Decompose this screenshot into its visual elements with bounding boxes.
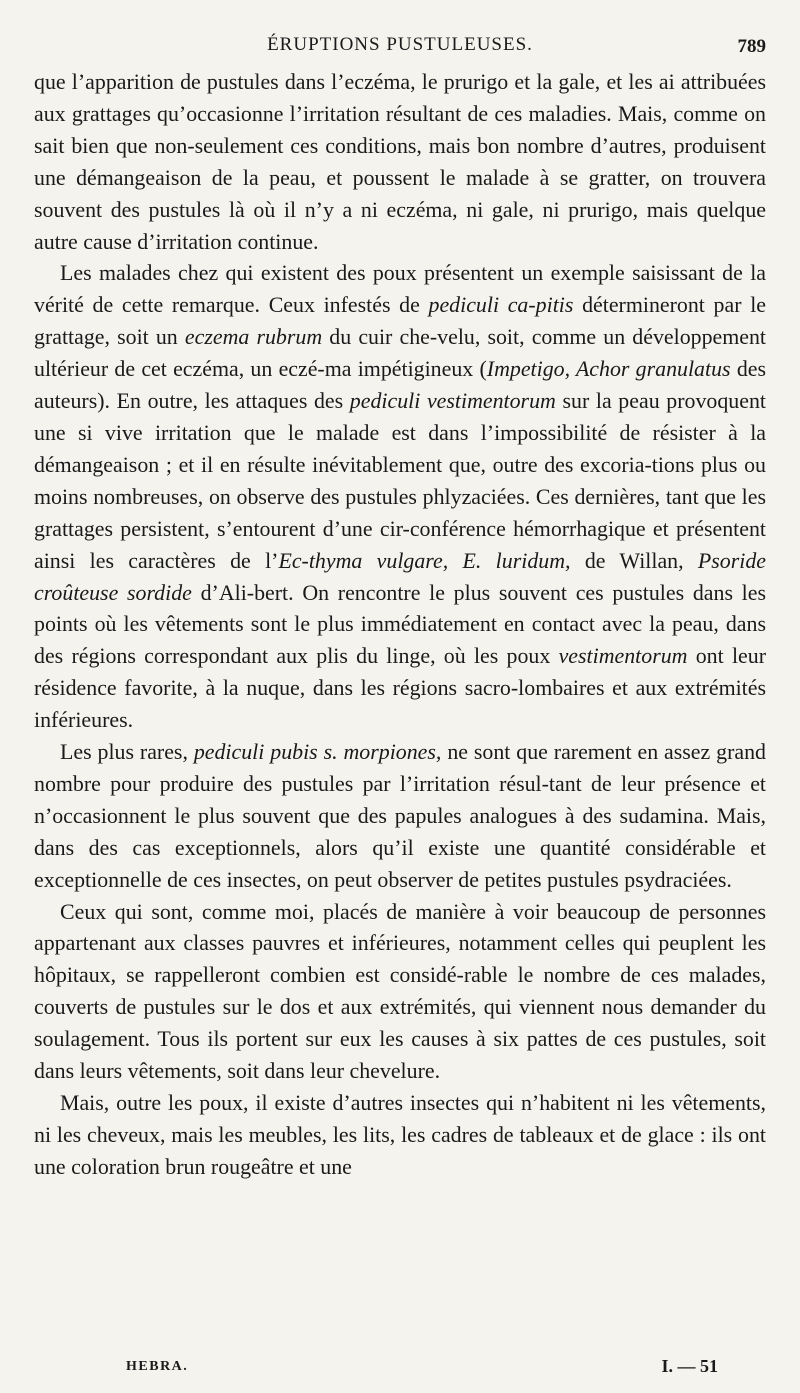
text-run: de Willan, — [570, 547, 698, 573]
italic-term: pediculi pubis s. morpiones, — [193, 739, 442, 765]
running-head — [34, 30, 766, 60]
italic-term: vestimentorum — [558, 643, 688, 669]
text-run: des auteurs). En outre, les attaques des — [34, 356, 766, 414]
page-number: 789 — [737, 36, 766, 57]
text-run: sur la peau provoquent une si vive irritation que le malade est dans l’impossibilité de résister à la démangeaison ; et il en résulte inévitablement que, outre des excoria-tions plus ou moins nombreuses, on observe des pustules phlyzaciées. Ces dernières, tant que les grattages persistent, s’entourent d’une cir-conférence hémorrhagique et présentent ainsi les caractères de l’ — [34, 388, 766, 573]
paragraph — [34, 257, 766, 736]
italic-term: Impetigo, Achor granulatus — [486, 356, 731, 382]
italic-term: pediculi ca-pitis — [428, 292, 574, 318]
text-run: ont leur résidence favorite, à la nuque, dans les régions sacro-lombaires et aux extrémités inférieures. — [34, 643, 766, 733]
body-text — [34, 66, 766, 1183]
italic-term: Ec-thyma vulgare, E. luridum, — [278, 547, 571, 573]
footer-signature: I. — 51 — [661, 1356, 718, 1376]
text-run: détermineront par le grattage, soit un — [34, 292, 766, 350]
text-run: Mais, outre les poux, il existe d’autres insectes qui n’habitent ni les vêtements, ni les cheveux, mais les meubles, les lits, les cadres de tableaux et de glace : ils ont une coloration brun rougeâtre et une — [34, 1090, 766, 1179]
text-run: que l’apparition de pustules dans l’eczéma, le prurigo et la gale, et les ai attribuées aux grattages qu’occasionne l’irritation résultant de ces maladies. Mais, comme on sait bien que non-seulement ces conditions, mais bon nombre d’autres, produisent une démangeaison de la peau, et poussent le malade à se gratter, on trouvera souvent des pustules là où il n’y a ni eczéma, ni gale, ni prurigo, mais quelque autre cause d’irritation continue. — [34, 69, 766, 254]
page-footer — [34, 1356, 766, 1380]
italic-term: Psoride croûteuse sordide — [34, 547, 767, 605]
paragraph — [34, 66, 766, 257]
text-run: ne sont que rarement en assez grand nombre pour produire des pustules par l’irritation résul-tant de leur présence et n’occasionnent le plus souvent que des papules analogues à des sudamina. Mais, dans des cas exceptionnels, alors qu’il existe une quantité considérable et exceptionnelle de ces insectes, on peut observer de petites pustules psydraciées. — [34, 739, 766, 892]
text-run: Les plus rares, — [60, 739, 194, 765]
italic-term: pediculi vestimentorum — [349, 388, 556, 414]
footer-author: HEBRA. — [126, 1359, 189, 1374]
paragraph — [34, 1087, 766, 1183]
text-run: d’Ali-bert. On rencontre le plus souvent ces pustules dans les points où les vêtements sont le plus immédiatement en contact avec la peau, dans des régions correspondant aux plis du linge, où les poux — [34, 579, 766, 669]
text-run: Ceux qui sont, comme moi, placés de manière à voir beaucoup de personnes appartenant aux classes pauvres et inférieures, notamment celles qui peuplent les hôpitaux, se rappelleront combien est considé-rable le nombre de ces malades, couverts de pustules sur le dos et aux extrémités, qui viennent nous demander du soulagement. Tous ils portent sur eux les causes à six pattes de ces pustules, soit dans leurs vêtements, soit dans leur chevelure. — [34, 898, 766, 1084]
text-run: Les malades chez qui existent des poux présentent un exemple saisissant de la vérité de cette remarque. Ceux infestés de — [34, 260, 766, 318]
italic-term: eczema rubrum — [184, 324, 323, 350]
text-run: du cuir che-velu, soit, comme un développement ultérieur de cet eczéma, un eczé-ma impétigineux ( — [34, 324, 767, 382]
paragraph — [34, 736, 766, 896]
paragraph — [34, 896, 766, 1087]
running-title: ÉRUPTIONS PUSTULEUSES. — [267, 34, 533, 55]
